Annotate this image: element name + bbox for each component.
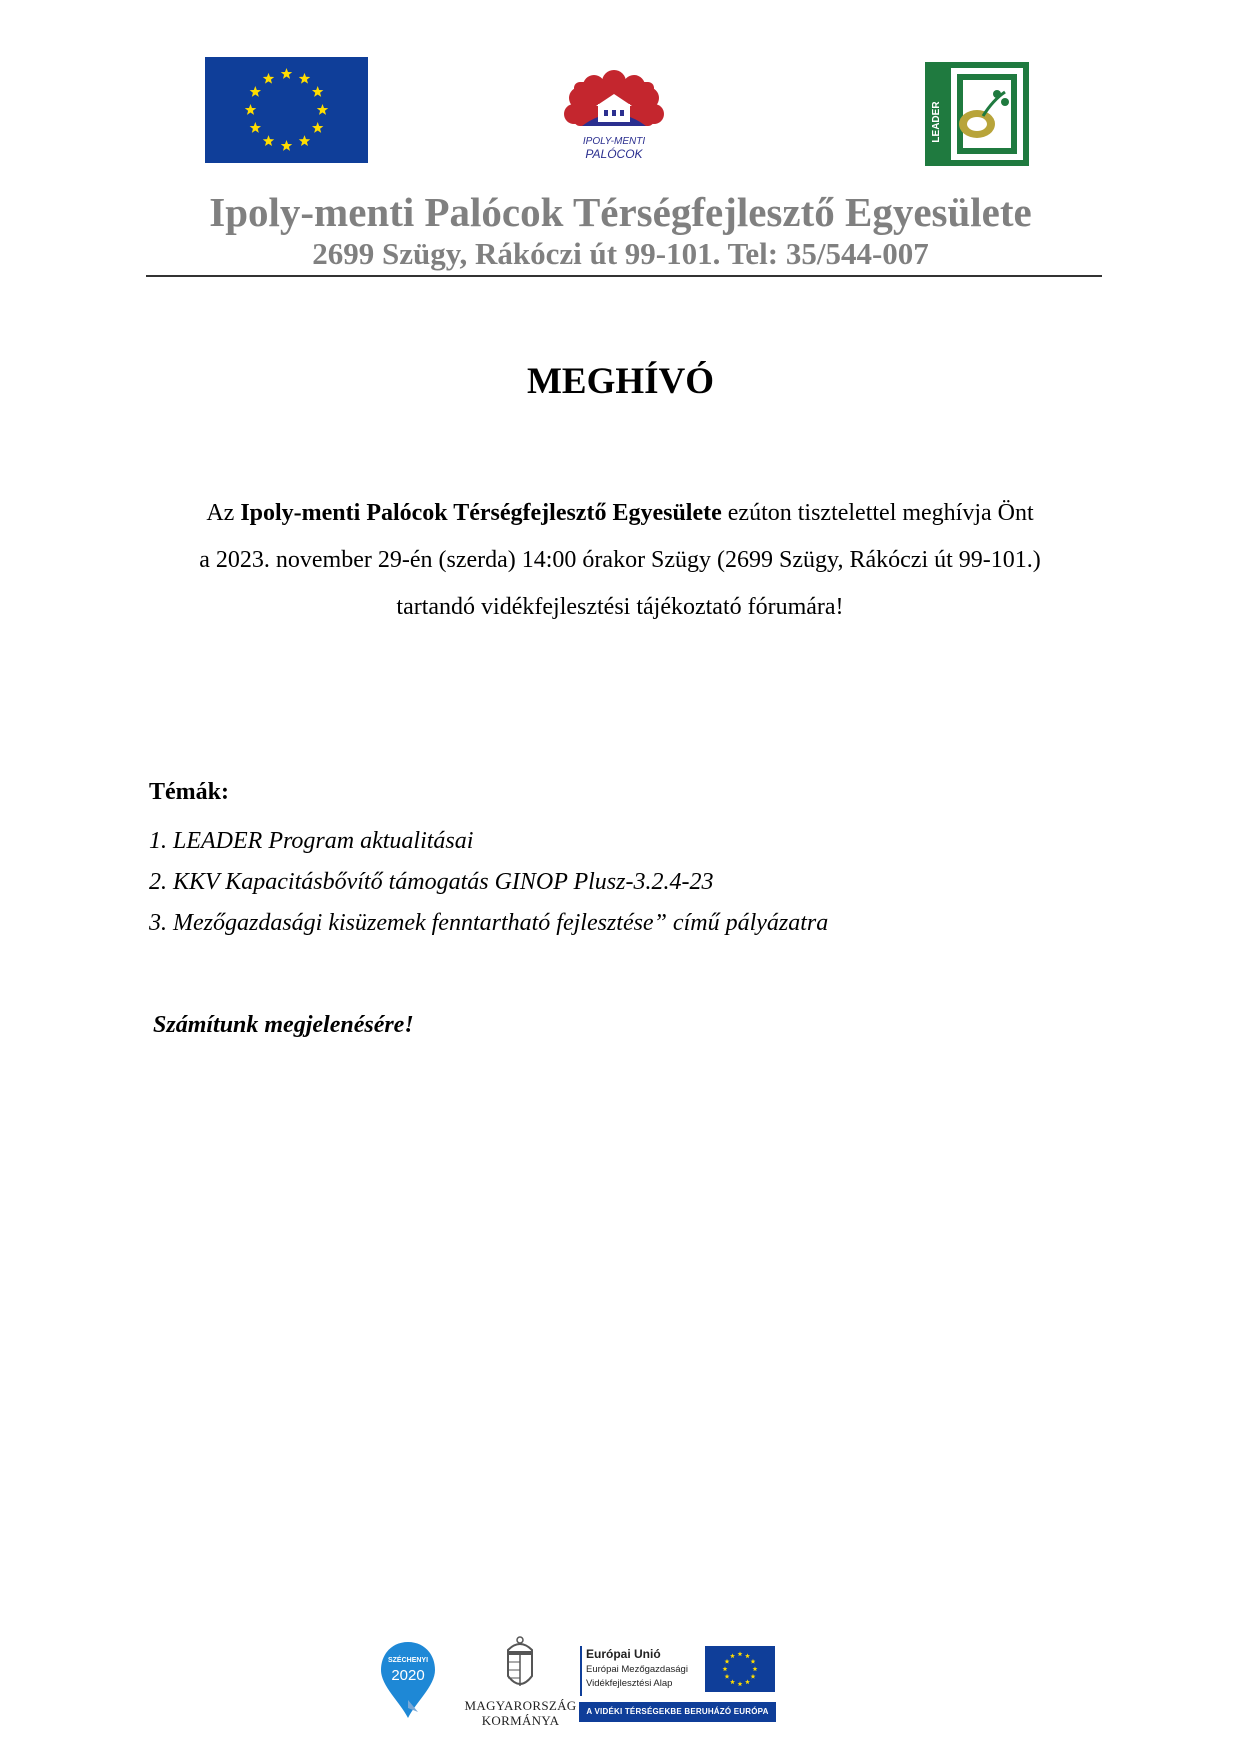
header-divider <box>146 275 1102 277</box>
org-name-heading: Ipoly-menti Palócok Térségfejlesztő Egyesülete <box>209 189 1032 235</box>
eu-fund-divider <box>580 1646 582 1696</box>
eu-star-icon <box>753 1666 758 1671</box>
eu-star-icon <box>317 104 328 115</box>
eu-star-icon <box>723 1666 728 1671</box>
palocok-logo-line1: IPOLY-MENTI <box>582 136 646 147</box>
eu-star-icon <box>299 73 310 84</box>
kormany-label <box>458 1698 583 1728</box>
szechenyi-year: 2020 <box>391 1667 425 1684</box>
eu-fund-title: Európai Unió <box>586 1647 661 1661</box>
eu-star-icon <box>250 122 261 133</box>
eu-star-icon <box>250 86 261 97</box>
eu-star-icon <box>751 1674 756 1679</box>
eu-fund-banner: A VIDÉKI TÉRSÉGEKBE BERUHÁZÓ EURÓPA <box>579 1702 776 1722</box>
eu-star-icon <box>312 86 323 97</box>
eu-star-icon <box>738 1681 743 1686</box>
kormany-line-2: KORMÁNYA <box>481 1713 560 1728</box>
eu-star-icon <box>751 1659 756 1664</box>
leader-logo-text: LEADER <box>931 101 942 143</box>
eu-star-icon <box>738 1651 743 1656</box>
eu-star-icon <box>725 1674 730 1679</box>
eu-star-icon <box>730 1653 735 1658</box>
eu-star-icon <box>725 1659 730 1664</box>
invitation-line-2: a 2023. november 29-én (szerda) 14:00 órakor Szügy (2699 Szügy, Rákóczi út 99-101.) <box>199 547 1041 573</box>
eu-star-icon <box>245 104 256 115</box>
eu-stars-icon <box>205 57 368 163</box>
invitation-prefix: Az <box>206 500 241 526</box>
invitation-org-name: Ipoly-menti Palócok Térségfejlesztő Egyesülete <box>240 500 722 526</box>
invitation-line-3: tartandó vidékfejlesztési tájékoztató fórumára! <box>396 594 844 620</box>
eu-star-icon <box>730 1679 735 1684</box>
eu-star-icon <box>281 140 292 151</box>
topics-heading: Témák: <box>149 779 229 805</box>
eu-fund-text <box>586 1645 701 1691</box>
invitation-line-1 <box>140 490 1100 537</box>
eu-flag-logo <box>205 57 368 163</box>
eu-star-icon <box>745 1679 750 1684</box>
leader-logo <box>925 62 1029 166</box>
szechenyi-label: SZÉCHENYI <box>387 1657 429 1664</box>
document-title: MEGHÍVÓ <box>526 361 715 402</box>
palocok-logo-line2: PALÓCOK <box>585 147 643 161</box>
eu-star-icon <box>299 135 310 146</box>
invitation-line-1-rest: ezúton tisztelettel meghívja Önt <box>721 500 1034 526</box>
palocok-logo <box>560 60 668 166</box>
topic-item: 2. KKV Kapacitásbővítő támogatás GINOP Plusz-3.2.4-23 <box>149 869 714 895</box>
eu-fund-line-1: Európai Mezőgazdasági <box>586 1664 688 1675</box>
closing-line: Számítunk megjelenésére! <box>153 1012 414 1038</box>
eu-star-icon <box>281 68 292 79</box>
topic-item: 3. Mezőgazdasági kisüzemek fenntartható fejlesztése” című pályázatra <box>149 910 829 936</box>
eu-star-icon <box>263 135 274 146</box>
topic-item: 1. LEADER Program aktualitásai <box>149 828 474 854</box>
eu-fund-flag-icon <box>705 1646 775 1692</box>
szechenyi-2020-logo <box>378 1640 438 1720</box>
invitation-text <box>140 490 1100 631</box>
eu-star-icon <box>312 122 323 133</box>
kormany-line-1: MAGYARORSZÁG <box>464 1698 577 1713</box>
eu-star-icon <box>263 73 274 84</box>
eu-fund-line-2: Vidékfejlesztési Alap <box>586 1678 673 1689</box>
org-address: 2699 Szügy, Rákóczi út 99-101. Tel: 35/544-007 <box>312 236 929 271</box>
eu-star-icon <box>745 1653 750 1658</box>
